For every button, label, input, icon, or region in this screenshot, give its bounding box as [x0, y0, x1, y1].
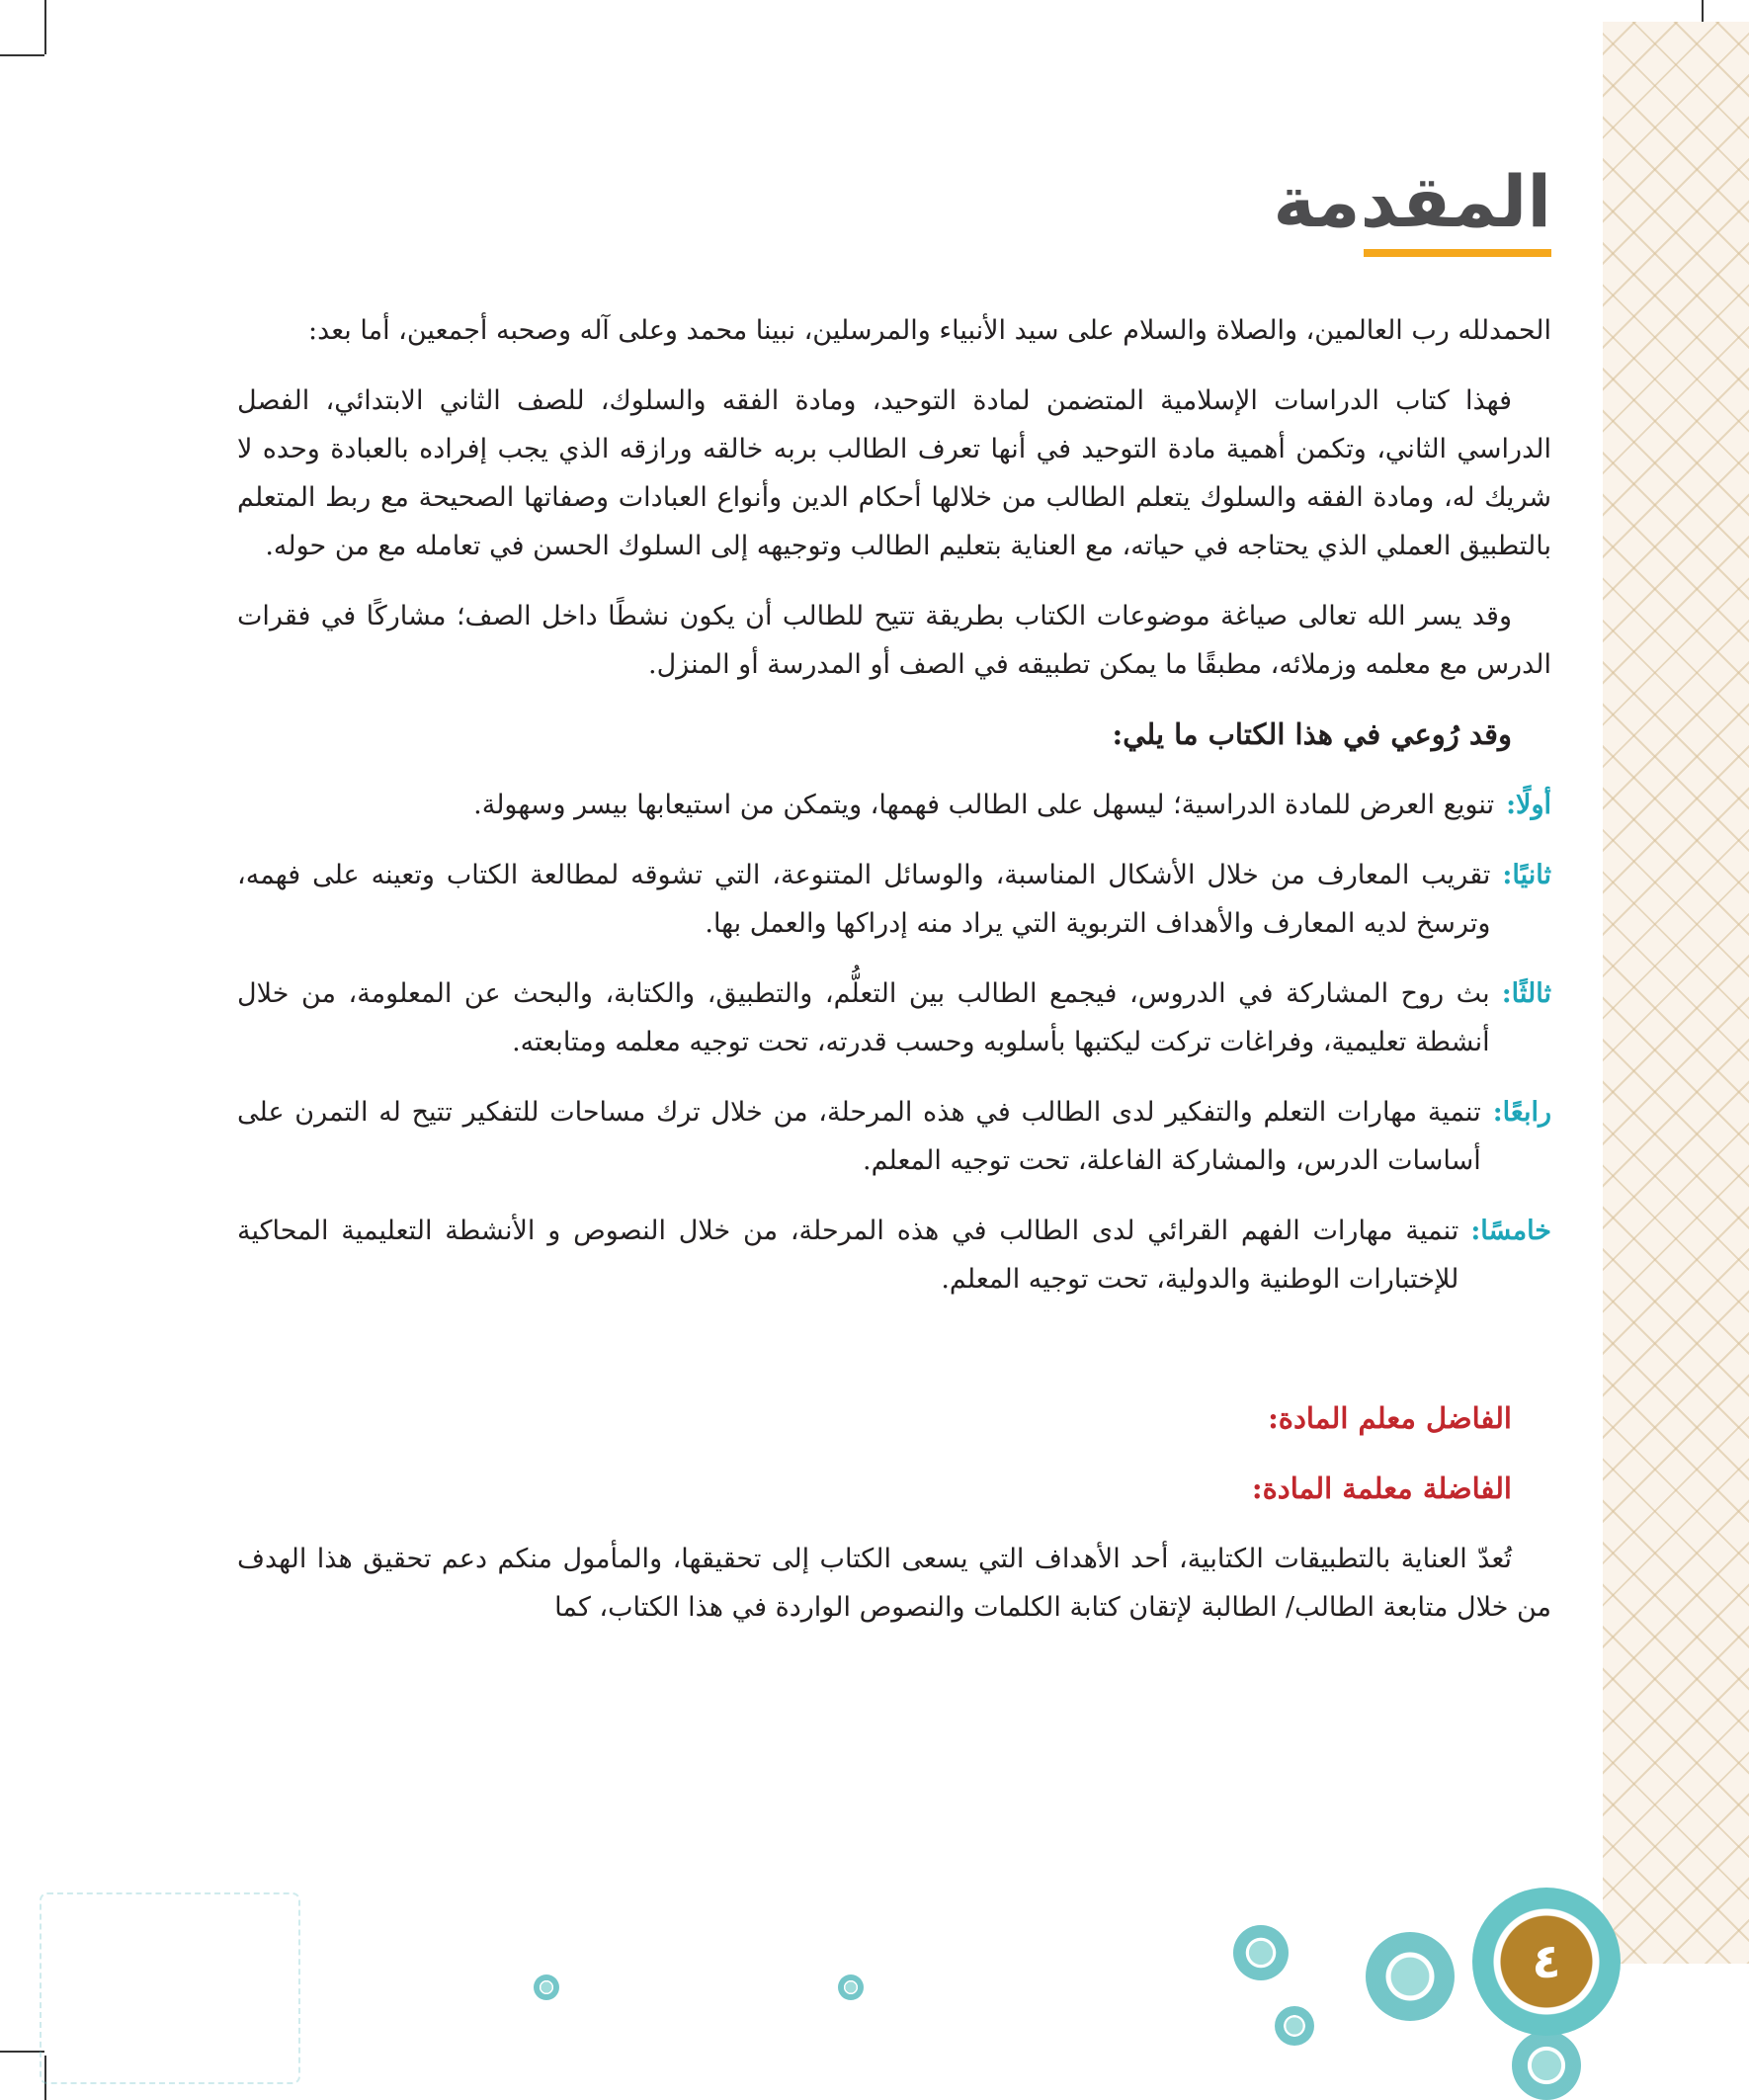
item-label: خامسًا:: [1470, 1216, 1551, 1246]
item-text: تنمية مهارات الفهم القرائي لدى الطالب في هذه المرحلة، من خلال النصوص و الأنشطة التعليمية المحاكية للإختبارات الوطنية والدولية، تحت توجيه المعلم.: [237, 1216, 1459, 1295]
page-title: المقدمة: [1273, 160, 1551, 243]
item-text: تنويع العرض للمادة الدراسية؛ ليسهل على الطالب فهمها، ويتمكن من استيعابها بيسر وسهولة.: [473, 790, 1495, 820]
rosette-ornament: [1233, 1925, 1289, 1980]
list-item: [237, 1088, 1551, 1185]
list-item: [237, 1207, 1551, 1303]
rosette-ornament: [1366, 1932, 1455, 2021]
crop-mark: [0, 2051, 44, 2053]
rosette-ornament: [534, 1974, 559, 2000]
paragraph-2: وقد يسر الله تعالى صياغة موضوعات الكتاب بطريقة تتيح للطالب أن يكون نشطًا داخل الصف؛ مشاركًا في فقرات الدرس مع معلمه وزملائه، مطبقًا ما يمكن تطبيقه في الصف أو المدرسة أو المنزل.: [237, 601, 1551, 680]
item-text: بث روح المشاركة في الدروس، فيجمع الطالب بين التعلُّم، والتطبيق، والكتابة، والبحث عن المعلومة، من خلال أنشطة تعليمية، وفراغات تركت ليكتبها بأسلوبه وحسب قدرته، تحت توجيه معلمه ومتابعته.: [237, 978, 1490, 1057]
title-underline: [1364, 249, 1551, 257]
paragraph-1: فهذا كتاب الدراسات الإسلامية المتضمن لمادة التوحيد، ومادة الفقه والسلوك، للصف الثاني الابتدائي، الفصل الدراسي الثاني، وتكمن أهمية مادة التوحيد في أنها تعرف الطالب بربه خالقه ورازقه الذي يجب إفراده بالعبادة وحده لا شريك له، ومادة الفقه والسلوك يتعلم الطالب من خلالها أحكام الدين وأنواع العبادات وصفاتها الصحيحة مع ربط المتعلم بالتطبيق العملي الذي يحتاجه في حياته، مع العناية بتعليم الطالب وتوجيهه إلى السلوك الحسن في تعامله مع من حوله.: [237, 385, 1551, 561]
decorative-pattern-strip: [1603, 22, 1749, 1964]
item-text: تقريب المعارف من خلال الأشكال المناسبة، والوسائل المتنوعة، التي تشوقه لمطالعة الكتاب وتعينه على فهمه، وترسخ لديه المعارف والأهداف التربوية التي يراد منه إدراكها والعمل بها.: [237, 860, 1491, 939]
addressee-female: الفاضلة معلمة المادة:: [1251, 1471, 1512, 1505]
considered-heading: وقد رُوعي في هذا الكتاب ما يلي:: [1112, 717, 1512, 751]
list-item: [237, 969, 1551, 1066]
closing-paragraph: تُعدّ العناية بالتطبيقات الكتابية، أحد الأهداف التي يسعى الكتاب إلى تحقيقها، والمأمول منكم دعم تحقيق هذا الهدف من خلال متابعة الطالب/ الطالبة لإتقان كتابة الكلمات والنصوص الواردة في هذا الكتاب، كما: [237, 1544, 1551, 1623]
list-item: [237, 781, 1551, 829]
item-label: ثالثًا:: [1501, 978, 1551, 1009]
crop-mark: [1702, 0, 1704, 22]
intro-content: [237, 306, 1551, 1653]
item-label: رابعًا:: [1492, 1097, 1551, 1128]
crop-mark: [0, 54, 44, 56]
spacer: [237, 1325, 1551, 1394]
page-number-badge: [1472, 1888, 1621, 2036]
rosette-ornament: [838, 1974, 864, 2000]
item-text: تنمية مهارات التعلم والتفكير لدى الطالب في هذه المرحلة، من خلال ترك مساحات للتفكير تتيح له التمرن على أساسات الدرس، والمشاركة الفاعلة، تحت توجيه المعلم.: [237, 1097, 1481, 1176]
item-label: ثانيًا:: [1502, 860, 1551, 890]
item-label: أولًا:: [1506, 790, 1551, 820]
opening-paragraph: الحمدلله رب العالمين، والصلاة والسلام على سيد الأنبياء والمرسلين، نبينا محمد وعلى آله وصحبه أجمعين، أما بعد:: [308, 315, 1551, 346]
addressee-male: الفاضل معلم المادة:: [1268, 1401, 1512, 1435]
rosette-ornament: [1275, 2006, 1314, 2046]
list-item: [237, 851, 1551, 948]
rosette-ornament: [1512, 2031, 1581, 2100]
ministry-logo-watermark: [40, 1892, 300, 2084]
page-number: ٤: [1532, 1934, 1561, 1989]
crop-mark: [44, 0, 46, 54]
